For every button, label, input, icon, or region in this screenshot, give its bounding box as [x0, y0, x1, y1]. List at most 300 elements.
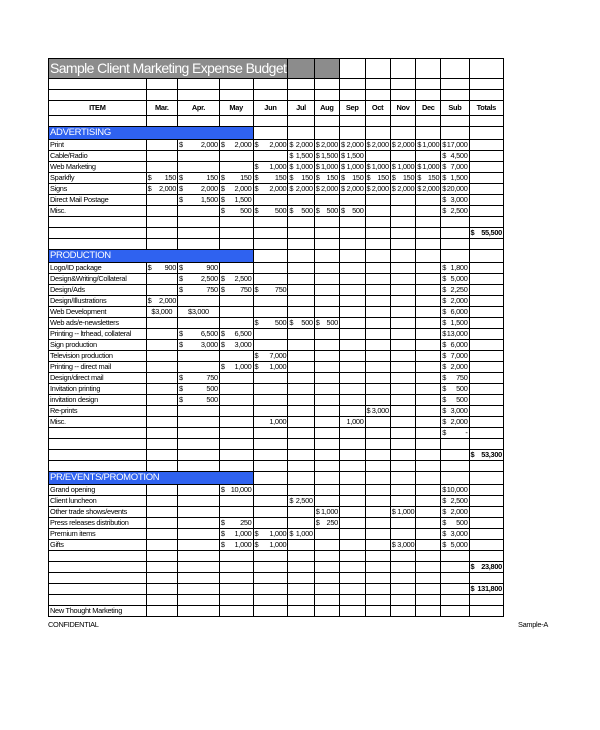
amount-cell[interactable] — [416, 318, 441, 329]
amount-cell[interactable] — [178, 562, 220, 573]
amount-cell[interactable] — [441, 296, 469, 307]
cell[interactable] — [416, 439, 441, 450]
amount-cell[interactable] — [416, 195, 441, 206]
amount-cell[interactable] — [339, 329, 365, 340]
amount-cell[interactable] — [339, 285, 365, 296]
amount-cell[interactable] — [390, 417, 416, 428]
cell[interactable] — [288, 239, 314, 250]
cell[interactable] — [339, 461, 365, 472]
cell[interactable] — [49, 439, 147, 450]
amount-cell[interactable] — [288, 507, 314, 518]
amount-cell[interactable]: $3,000 — [146, 307, 177, 318]
item-label[interactable]: New Thought Marketing — [49, 606, 147, 617]
amount-cell[interactable] — [339, 228, 365, 239]
cell[interactable] — [339, 439, 365, 450]
amount-cell[interactable] — [219, 540, 253, 551]
amount-cell[interactable] — [390, 206, 416, 217]
cell[interactable] — [390, 573, 416, 584]
total-cell[interactable] — [469, 417, 503, 428]
cell[interactable] — [441, 239, 469, 250]
amount-cell[interactable] — [314, 184, 339, 195]
amount-cell[interactable] — [146, 340, 177, 351]
item-label[interactable]: Misc. — [49, 206, 147, 217]
item-label[interactable]: Printing -- ltrhead, collateral — [49, 329, 147, 340]
amount-cell[interactable] — [339, 529, 365, 540]
cell[interactable] — [416, 79, 441, 90]
amount-cell[interactable] — [416, 395, 441, 406]
item-label[interactable]: Printing -- direct mail — [49, 362, 147, 373]
amount-cell[interactable] — [441, 263, 469, 274]
item-label[interactable]: Print — [49, 140, 147, 151]
amount-cell[interactable] — [314, 296, 339, 307]
amount-cell[interactable] — [219, 373, 253, 384]
cell[interactable] — [288, 439, 314, 450]
amount-cell[interactable] — [146, 206, 177, 217]
cell[interactable] — [365, 217, 390, 228]
cell[interactable] — [314, 217, 339, 228]
amount-cell[interactable] — [219, 274, 253, 285]
amount-cell[interactable] — [288, 529, 314, 540]
amount-cell[interactable] — [416, 485, 441, 496]
amount-cell[interactable] — [219, 606, 253, 617]
amount-cell[interactable] — [178, 296, 220, 307]
amount-cell[interactable] — [314, 162, 339, 173]
cell[interactable] — [390, 461, 416, 472]
cell[interactable] — [365, 573, 390, 584]
total-cell[interactable] — [469, 507, 503, 518]
amount-cell[interactable] — [339, 507, 365, 518]
amount-cell[interactable] — [365, 496, 390, 507]
amount-cell[interactable] — [365, 329, 390, 340]
amount-cell[interactable] — [219, 529, 253, 540]
cell[interactable] — [339, 217, 365, 228]
amount-cell[interactable] — [288, 406, 314, 417]
cell[interactable] — [469, 595, 503, 606]
total-cell[interactable] — [469, 373, 503, 384]
amount-cell[interactable] — [219, 162, 253, 173]
total-cell[interactable] — [469, 540, 503, 551]
amount-cell[interactable] — [288, 562, 314, 573]
item-label[interactable]: Other trade shows/events — [49, 507, 147, 518]
amount-cell[interactable] — [390, 406, 416, 417]
amount-cell[interactable] — [441, 395, 469, 406]
item-label[interactable]: Gifts — [49, 540, 147, 551]
amount-cell[interactable] — [416, 606, 441, 617]
cell[interactable] — [253, 239, 288, 250]
amount-cell[interactable] — [288, 384, 314, 395]
amount-cell[interactable] — [253, 162, 288, 173]
amount-cell[interactable] — [253, 340, 288, 351]
amount-cell[interactable] — [339, 340, 365, 351]
amount-cell[interactable] — [365, 606, 390, 617]
amount-cell[interactable] — [365, 518, 390, 529]
amount-cell[interactable] — [178, 384, 220, 395]
amount-cell[interactable] — [314, 406, 339, 417]
amount-cell[interactable] — [390, 151, 416, 162]
total-cell[interactable] — [469, 228, 503, 239]
cell[interactable] — [219, 551, 253, 562]
amount-cell[interactable] — [390, 318, 416, 329]
amount-cell[interactable] — [416, 496, 441, 507]
amount-cell[interactable] — [253, 318, 288, 329]
cell[interactable] — [253, 79, 288, 90]
amount-cell[interactable] — [416, 228, 441, 239]
item-label[interactable]: Television production — [49, 351, 147, 362]
cell[interactable] — [178, 573, 220, 584]
cell[interactable] — [253, 472, 288, 485]
cell[interactable] — [49, 90, 147, 101]
item-label[interactable]: Signs — [49, 184, 147, 195]
amount-cell[interactable]: 1,000 — [253, 417, 288, 428]
amount-cell[interactable] — [288, 606, 314, 617]
amount-cell[interactable] — [146, 151, 177, 162]
cell[interactable] — [253, 127, 288, 140]
cell[interactable] — [219, 116, 253, 127]
amount-cell[interactable] — [288, 206, 314, 217]
amount-cell[interactable] — [416, 340, 441, 351]
amount-cell[interactable] — [416, 428, 441, 439]
amount-cell[interactable] — [365, 485, 390, 496]
amount-cell[interactable] — [339, 428, 365, 439]
amount-cell[interactable] — [416, 450, 441, 461]
amount-cell[interactable] — [314, 562, 339, 573]
cell[interactable] — [219, 461, 253, 472]
amount-cell[interactable] — [178, 428, 220, 439]
total-cell[interactable] — [469, 195, 503, 206]
cell[interactable] — [253, 116, 288, 127]
cell[interactable] — [288, 551, 314, 562]
cell[interactable] — [314, 439, 339, 450]
amount-cell[interactable] — [219, 263, 253, 274]
cell[interactable] — [288, 250, 314, 263]
amount-cell[interactable] — [365, 173, 390, 184]
amount-cell[interactable] — [441, 417, 469, 428]
total-cell[interactable] — [469, 173, 503, 184]
amount-cell[interactable] — [390, 195, 416, 206]
cell[interactable] — [469, 573, 503, 584]
amount-cell[interactable] — [441, 518, 469, 529]
amount-cell[interactable] — [288, 263, 314, 274]
amount-cell[interactable] — [314, 362, 339, 373]
cell[interactable] — [339, 116, 365, 127]
amount-cell[interactable] — [219, 318, 253, 329]
amount-cell[interactable] — [314, 529, 339, 540]
cell[interactable] — [146, 217, 177, 228]
amount-cell[interactable] — [219, 485, 253, 496]
cell[interactable] — [365, 472, 390, 485]
amount-cell[interactable] — [390, 529, 416, 540]
total-cell[interactable] — [469, 296, 503, 307]
cell[interactable] — [469, 439, 503, 450]
amount-cell[interactable] — [314, 450, 339, 461]
amount-cell[interactable] — [441, 162, 469, 173]
amount-cell[interactable] — [253, 428, 288, 439]
amount-cell[interactable] — [178, 329, 220, 340]
amount-cell[interactable] — [314, 285, 339, 296]
cell[interactable] — [441, 250, 469, 263]
cell[interactable] — [49, 461, 147, 472]
cell[interactable] — [178, 79, 220, 90]
amount-cell[interactable] — [416, 285, 441, 296]
amount-cell[interactable] — [178, 362, 220, 373]
amount-cell[interactable] — [253, 263, 288, 274]
cell[interactable] — [146, 116, 177, 127]
amount-cell[interactable] — [314, 507, 339, 518]
amount-cell[interactable] — [219, 340, 253, 351]
amount-cell[interactable] — [339, 206, 365, 217]
amount-cell[interactable] — [178, 518, 220, 529]
item-label[interactable]: Direct Mail Postage — [49, 195, 147, 206]
cell[interactable] — [469, 239, 503, 250]
total-cell[interactable] — [469, 140, 503, 151]
amount-cell[interactable] — [219, 362, 253, 373]
amount-cell[interactable] — [146, 450, 177, 461]
cell[interactable] — [416, 595, 441, 606]
amount-cell[interactable] — [390, 307, 416, 318]
cell[interactable] — [416, 90, 441, 101]
amount-cell[interactable] — [339, 140, 365, 151]
amount-cell[interactable] — [441, 485, 469, 496]
cell[interactable] — [390, 472, 416, 485]
cell[interactable] — [339, 595, 365, 606]
amount-cell[interactable] — [253, 540, 288, 551]
amount-cell[interactable] — [441, 606, 469, 617]
cell[interactable] — [390, 217, 416, 228]
amount-cell[interactable] — [365, 540, 390, 551]
cell[interactable] — [219, 90, 253, 101]
cell[interactable] — [469, 551, 503, 562]
amount-cell[interactable] — [416, 274, 441, 285]
amount-cell[interactable] — [146, 162, 177, 173]
amount-cell[interactable] — [365, 450, 390, 461]
amount-cell[interactable] — [339, 406, 365, 417]
amount-cell[interactable] — [146, 428, 177, 439]
amount-cell[interactable] — [390, 518, 416, 529]
amount-cell[interactable] — [146, 318, 177, 329]
total-cell[interactable] — [469, 562, 503, 573]
amount-cell[interactable] — [288, 450, 314, 461]
amount-cell[interactable] — [219, 406, 253, 417]
cell[interactable] — [314, 595, 339, 606]
cell[interactable] — [178, 595, 220, 606]
amount-cell[interactable] — [146, 362, 177, 373]
total-cell[interactable] — [469, 318, 503, 329]
amount-cell[interactable] — [288, 417, 314, 428]
amount-cell[interactable] — [416, 206, 441, 217]
amount-cell[interactable] — [178, 507, 220, 518]
cell[interactable] — [390, 250, 416, 263]
amount-cell[interactable] — [365, 228, 390, 239]
amount-cell[interactable] — [146, 395, 177, 406]
amount-cell[interactable] — [441, 285, 469, 296]
amount-cell[interactable] — [178, 162, 220, 173]
amount-cell[interactable] — [314, 318, 339, 329]
item-label[interactable]: Web Development — [49, 307, 147, 318]
amount-cell[interactable] — [178, 395, 220, 406]
amount-cell[interactable] — [365, 140, 390, 151]
amount-cell[interactable] — [146, 285, 177, 296]
amount-cell[interactable] — [441, 406, 469, 417]
amount-cell[interactable] — [390, 173, 416, 184]
cell[interactable] — [441, 573, 469, 584]
amount-cell[interactable] — [339, 307, 365, 318]
amount-cell[interactable] — [219, 307, 253, 318]
amount-cell[interactable] — [441, 228, 469, 239]
item-label[interactable]: Invitation printing — [49, 384, 147, 395]
cell[interactable] — [390, 90, 416, 101]
amount-cell[interactable] — [390, 496, 416, 507]
amount-cell[interactable] — [219, 228, 253, 239]
amount-cell[interactable] — [441, 362, 469, 373]
cell[interactable] — [339, 250, 365, 263]
amount-cell[interactable] — [253, 285, 288, 296]
amount-cell[interactable] — [219, 184, 253, 195]
amount-cell[interactable] — [339, 584, 365, 595]
amount-cell[interactable] — [365, 151, 390, 162]
cell[interactable] — [469, 461, 503, 472]
total-cell[interactable] — [469, 184, 503, 195]
cell[interactable] — [365, 250, 390, 263]
amount-cell[interactable] — [146, 518, 177, 529]
amount-cell[interactable] — [339, 263, 365, 274]
cell[interactable] — [178, 90, 220, 101]
amount-cell[interactable] — [219, 206, 253, 217]
amount-cell[interactable] — [339, 518, 365, 529]
amount-cell[interactable] — [219, 329, 253, 340]
amount-cell[interactable] — [390, 351, 416, 362]
amount-cell[interactable] — [314, 173, 339, 184]
amount-cell[interactable] — [441, 307, 469, 318]
amount-cell[interactable] — [146, 507, 177, 518]
amount-cell[interactable] — [416, 529, 441, 540]
amount-cell[interactable] — [365, 184, 390, 195]
total-cell[interactable] — [469, 518, 503, 529]
amount-cell[interactable] — [390, 584, 416, 595]
amount-cell[interactable] — [416, 584, 441, 595]
amount-cell[interactable] — [416, 507, 441, 518]
amount-cell[interactable] — [146, 485, 177, 496]
amount-cell[interactable] — [339, 562, 365, 573]
amount-cell[interactable] — [288, 274, 314, 285]
cell[interactable] — [339, 239, 365, 250]
cell[interactable] — [365, 116, 390, 127]
amount-cell[interactable] — [416, 384, 441, 395]
amount-cell[interactable] — [441, 562, 469, 573]
amount-cell[interactable] — [365, 507, 390, 518]
amount-cell[interactable] — [441, 450, 469, 461]
amount-cell[interactable] — [288, 151, 314, 162]
cell[interactable] — [178, 217, 220, 228]
cell[interactable] — [441, 217, 469, 228]
amount-cell[interactable] — [219, 384, 253, 395]
amount-cell[interactable] — [253, 606, 288, 617]
amount-cell[interactable] — [416, 151, 441, 162]
amount-cell[interactable] — [339, 296, 365, 307]
cell[interactable] — [219, 217, 253, 228]
item-label[interactable]: Design&Writing/Collateral — [49, 274, 147, 285]
amount-cell[interactable] — [390, 140, 416, 151]
amount-cell[interactable] — [339, 362, 365, 373]
amount-cell[interactable] — [441, 195, 469, 206]
amount-cell[interactable] — [178, 173, 220, 184]
amount-cell[interactable] — [390, 329, 416, 340]
amount-cell[interactable] — [441, 584, 469, 595]
amount-cell[interactable] — [178, 540, 220, 551]
amount-cell[interactable] — [178, 151, 220, 162]
cell[interactable] — [314, 461, 339, 472]
amount-cell[interactable] — [339, 485, 365, 496]
cell[interactable] — [146, 551, 177, 562]
amount-cell[interactable] — [416, 351, 441, 362]
amount-cell[interactable] — [441, 329, 469, 340]
item-label[interactable]: Misc. — [49, 417, 147, 428]
amount-cell[interactable] — [146, 406, 177, 417]
amount-cell[interactable] — [288, 540, 314, 551]
cell[interactable] — [288, 217, 314, 228]
cell[interactable] — [146, 595, 177, 606]
amount-cell[interactable] — [365, 351, 390, 362]
amount-cell[interactable] — [339, 373, 365, 384]
total-cell[interactable] — [469, 485, 503, 496]
amount-cell[interactable] — [365, 428, 390, 439]
amount-cell[interactable] — [178, 373, 220, 384]
amount-cell[interactable] — [146, 173, 177, 184]
amount-cell[interactable] — [441, 507, 469, 518]
cell[interactable] — [469, 217, 503, 228]
total-cell[interactable] — [469, 395, 503, 406]
item-label[interactable]: Grand opening — [49, 485, 147, 496]
amount-cell[interactable] — [339, 151, 365, 162]
cell[interactable] — [441, 472, 469, 485]
cell[interactable] — [49, 116, 147, 127]
amount-cell[interactable] — [219, 296, 253, 307]
amount-cell[interactable] — [178, 263, 220, 274]
total-cell[interactable] — [469, 351, 503, 362]
amount-cell[interactable] — [365, 584, 390, 595]
item-label[interactable] — [49, 428, 147, 439]
cell[interactable] — [365, 461, 390, 472]
amount-cell[interactable] — [178, 140, 220, 151]
amount-cell[interactable]: 1,000 — [339, 417, 365, 428]
cell[interactable] — [469, 90, 503, 101]
amount-cell[interactable] — [253, 384, 288, 395]
amount-cell[interactable] — [314, 351, 339, 362]
amount-cell[interactable] — [314, 428, 339, 439]
amount-cell[interactable] — [441, 340, 469, 351]
amount-cell[interactable] — [253, 362, 288, 373]
amount-cell[interactable] — [178, 450, 220, 461]
amount-cell[interactable] — [390, 263, 416, 274]
cell[interactable] — [365, 127, 390, 140]
amount-cell[interactable] — [390, 507, 416, 518]
cell[interactable] — [390, 116, 416, 127]
amount-cell[interactable] — [146, 584, 177, 595]
total-cell[interactable] — [469, 263, 503, 274]
cell[interactable] — [390, 551, 416, 562]
amount-cell[interactable] — [178, 417, 220, 428]
total-cell[interactable] — [469, 162, 503, 173]
cell[interactable] — [365, 79, 390, 90]
amount-cell[interactable] — [288, 362, 314, 373]
amount-cell[interactable] — [146, 329, 177, 340]
cell[interactable] — [339, 472, 365, 485]
cell[interactable] — [416, 551, 441, 562]
cell[interactable] — [253, 573, 288, 584]
amount-cell[interactable] — [314, 151, 339, 162]
item-label[interactable] — [49, 584, 147, 595]
amount-cell[interactable] — [390, 485, 416, 496]
amount-cell[interactable] — [146, 140, 177, 151]
